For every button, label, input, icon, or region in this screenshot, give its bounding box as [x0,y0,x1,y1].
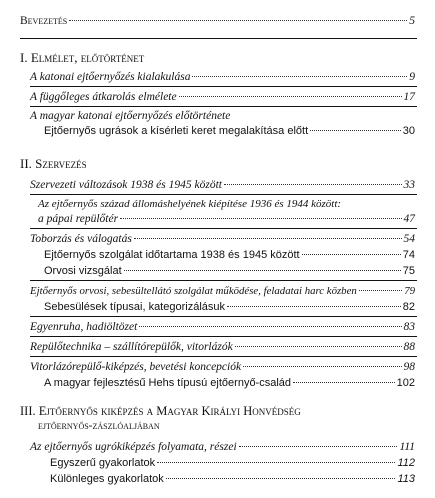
toc-sub-entry: Egyszerű gyakorlatok 112 [50,457,415,469]
divider [30,356,417,357]
toc-sub-entry: Különleges gyakorlatok 113 [50,473,415,485]
toc-entry: Ejtőernyős orvosi, sebesültellátó szolgálat működése, feladatai harc közben 79 [30,285,415,297]
chapter-heading-1: I. Elmélet, előtörténet [20,50,145,65]
toc-entry: a pápai repülőtér 47 [38,213,415,225]
divider [30,106,417,107]
toc-entry: A függőleges átkarolás elmélete 17 [30,91,415,103]
toc-entry: Szervezeti változások 1938 és 1945 között 33 [30,179,415,191]
chapter-heading-2: II. Szervezés [20,156,87,171]
divider [30,228,417,229]
toc-entry: Az ejtőernyős ugrókiképzés folyamata, részei 111 [30,441,415,453]
toc-subheading: A magyar katonai ejtőernyőzés előtörténete [30,110,231,122]
toc-entry-line1: Az ejtőernyős század állomáshelyének kiépítése 1936 és 1944 között: [38,198,342,210]
divider [20,38,417,39]
toc-sub-entry: Orvosi vizsgálat 75 [44,265,415,277]
toc-entry-introduction [20,14,415,28]
toc-entry: Toborzás és válogatás 54 [30,233,415,245]
entry-title: Bevezetés [20,15,68,27]
divider [30,336,417,337]
toc-sub-entry: Ejtőernyős szolgálat időtartama 1938 és 1945 között 74 [44,249,415,261]
toc-entry: Vitorlázórepülő-kiképzés, bevetési koncepciók 98 [30,361,415,373]
toc-sub-entry: Ejtőernyős ugrások a kísérleti keret megalakítása előtt 30 [44,125,415,137]
divider [30,194,417,195]
chapter-heading-3-line2: ejtőernyős-zászlóaljában [38,420,160,432]
divider [30,280,417,281]
toc-entry: Egyenruha, hadiöltözet 83 [30,321,415,333]
entry-page: 5 [409,15,415,27]
dot-leader [69,20,407,21]
divider [30,316,417,317]
toc-entry: A katonai ejtőernyőzés kialakulása 9 [30,71,415,83]
toc-sub-entry: A magyar fejlesztésű Hehs típusú ejtőernyő-család 102 [44,377,415,389]
toc-entry: Repülőtechnika – szállítórepülők, vitorlázók 88 [30,341,415,353]
chapter-heading-3: III. Ejtőernyős kiképzés a Magyar Királyi Honvédség [20,404,301,418]
toc-sub-entry: Sebesülések típusai, kategorizálásuk 82 [44,301,415,313]
divider [30,86,417,87]
